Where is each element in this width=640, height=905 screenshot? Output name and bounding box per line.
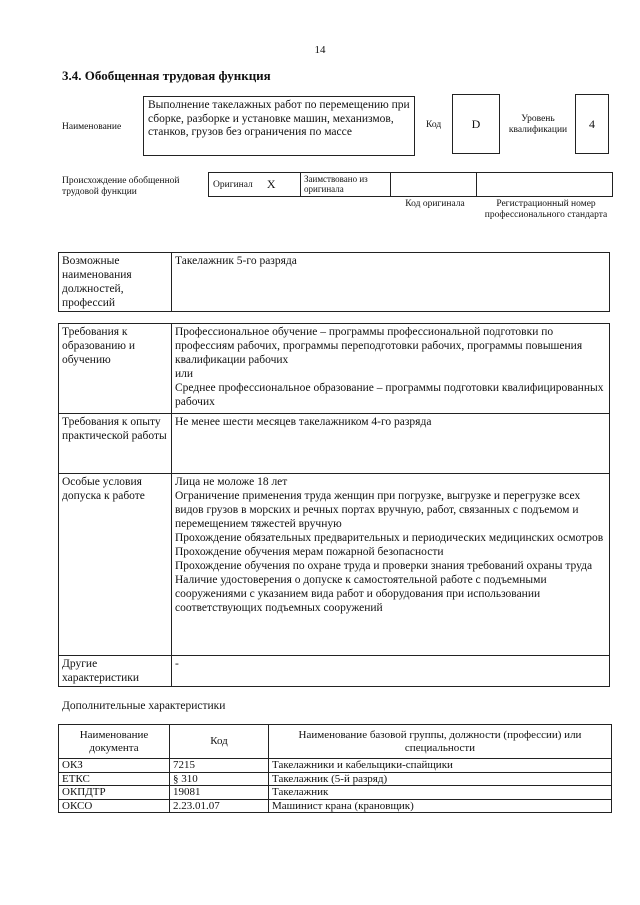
special-item: Прохождение обучения по охране труда и проверки знания требований охраны труда xyxy=(175,560,593,572)
origin-row xyxy=(208,172,613,197)
code-cell: 7215 xyxy=(170,759,269,773)
possible-names-label: Возможные наименования должностей, профессий xyxy=(59,253,172,312)
group-name-cell: Такелажник (5-й разряд) xyxy=(269,772,612,786)
code-original-cell xyxy=(391,173,477,196)
doc-name-cell: ОКСО xyxy=(59,799,170,813)
doc-name-cell: ОКЗ xyxy=(59,759,170,773)
origin-label: Происхождение обобщенной трудовой функции xyxy=(62,176,180,197)
requirements-table xyxy=(58,323,610,687)
page-number: 14 xyxy=(314,44,326,56)
level-value: 4 xyxy=(575,94,609,154)
education-label: Требования к образованию и обучению xyxy=(59,324,172,414)
original-mark: X xyxy=(266,177,276,191)
name-label: Наименование xyxy=(62,122,122,132)
special-value xyxy=(172,474,610,656)
table-row xyxy=(59,759,612,773)
table-row xyxy=(59,772,612,786)
group-name-cell: Такелажник xyxy=(269,786,612,800)
experience-item: Не менее шести месяцев такелажником 4-го разряда xyxy=(175,416,432,428)
requirements-row-education xyxy=(59,324,610,414)
additional-table xyxy=(58,724,612,813)
doc-name-cell: ОКПДТР xyxy=(59,786,170,800)
special-item: Прохождение обязательных предварительных и периодических медицинских осмотров xyxy=(175,532,604,544)
education-item: или xyxy=(175,368,194,380)
special-item: Лица не моложе 18 лет xyxy=(175,476,288,488)
table-row xyxy=(59,799,612,813)
group-name-cell: Машинист крана (крановщик) xyxy=(269,799,612,813)
additional-header-row xyxy=(59,725,612,759)
other-label: Другие характеристики xyxy=(59,656,172,687)
special-item: Ограничение применения труда женщин при погрузке, выгрузке и перегрузке всех видов грузов в морских и речных портах вручную, работ, связанных с подъемом и перемещением тяжестей вручную xyxy=(175,490,581,530)
special-item: Наличие удостоверения о допуске к самостоятельной работе с подъемными сооружениями с указанием вида работ и оборудования при использовании соответствующих подъемных сооружений xyxy=(175,574,547,614)
possible-names-table xyxy=(58,252,610,312)
special-item: Прохождение обучения мерам пожарной безопасности xyxy=(175,546,444,558)
requirements-row-special xyxy=(59,474,610,656)
header-code: Код xyxy=(170,725,269,759)
code-cell: § 310 xyxy=(170,772,269,786)
code-value: D xyxy=(452,94,500,154)
name-value: Выполнение такелажных работ по перемещению при сборке, разборке и установке машин, механизмов, станков, грузов без ограничения по массе xyxy=(143,96,415,156)
special-label: Особые условия допуска к работе xyxy=(59,474,172,656)
code-label: Код xyxy=(426,120,442,130)
experience-value xyxy=(172,414,610,474)
possible-names-row xyxy=(59,253,610,312)
experience-label: Требования к опыту практической работы xyxy=(59,414,172,474)
code-cell: 2.23.01.07 xyxy=(170,799,269,813)
education-value xyxy=(172,324,610,414)
reg-number-cell xyxy=(477,173,612,196)
borrowed-label: Заимствовано из оригинала xyxy=(301,173,391,196)
possible-names-value: Такелажник 5-го разряда xyxy=(172,253,610,312)
education-item: Профессиональное обучение – программы профессиональной подготовки по профессиям рабочих, программы переподготовки рабочих, программы повышения квалификации рабочих xyxy=(175,326,583,366)
requirements-row-experience xyxy=(59,414,610,474)
origin-original-cell xyxy=(209,173,301,196)
requirements-row-other xyxy=(59,656,610,687)
table-row xyxy=(59,786,612,800)
header-doc-name: Наименование документа xyxy=(59,725,170,759)
reg-number-caption: Регистрационный номер профессионального стандарта xyxy=(484,199,608,220)
education-item: Среднее профессиональное образование – программы подготовки квалифицированных рабочих xyxy=(175,382,604,408)
section-title: 3.4. Обобщенная трудовая функция xyxy=(62,68,271,83)
additional-title: Дополнительные характеристики xyxy=(62,700,226,712)
header-group-name: Наименование базовой группы, должности (профессии) или специальности xyxy=(269,725,612,759)
original-label: Оригинал xyxy=(213,179,253,190)
other-value xyxy=(172,656,610,687)
level-label: Уровень квалификации xyxy=(508,114,568,135)
code-original-caption: Код оригинала xyxy=(405,199,465,209)
code-cell: 19081 xyxy=(170,786,269,800)
other-item: - xyxy=(175,658,179,670)
group-name-cell: Такелажники и кабельщики-спайщики xyxy=(269,759,612,773)
doc-name-cell: ЕТКС xyxy=(59,772,170,786)
